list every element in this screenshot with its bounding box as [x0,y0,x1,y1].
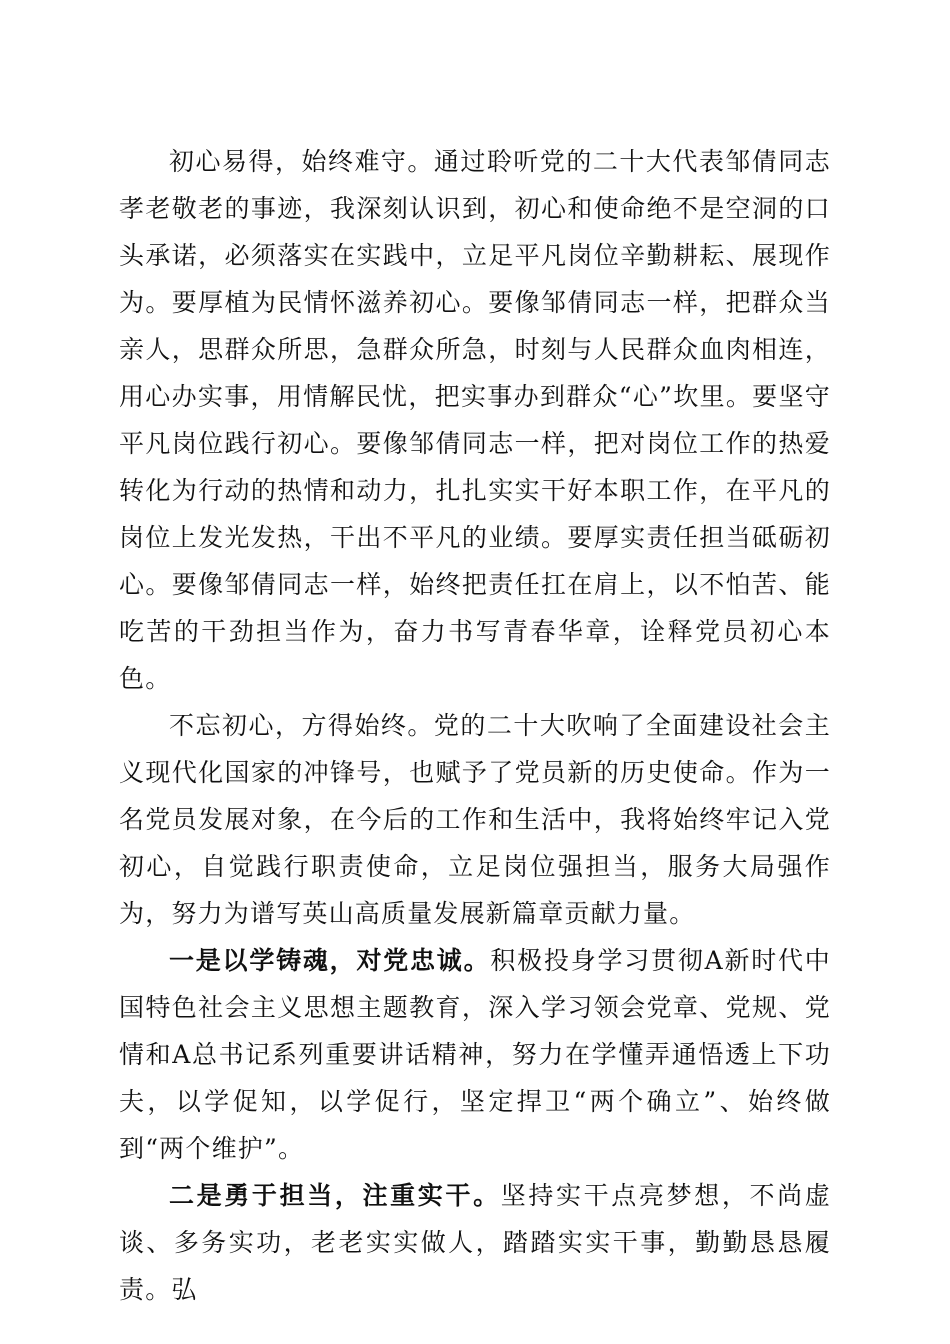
paragraph-2 [119,702,831,937]
document-body [119,138,831,1313]
paragraph-3-lead: 一是以学铸魂，对党忠诚。 [169,946,491,975]
paragraph-2-text: 不忘初心，方得始终。党的二十大吹响了全面建设社会主义现代化国家的冲锋号，也赋予了党员新的历史使命。作为一名党员发展对象，在今后的工作和生活中，我将始终牢记入党初心，自觉践行职责使命，立足岗位强担当，服务大局强作为，努力为谱写英山高质量发展新篇章贡献力量。 [119,711,831,928]
paragraph-3-text: 积极投身学习贯彻A新时代中国特色社会主义思想主题教育，深入学习领会党章、党规、党情和A总书记系列重要讲话精神，努力在学懂弄通悟透上下功夫，以学促知，以学促行，坚定捍卫“两个确立”、始终做到“两个维护”。 [119,946,831,1163]
paragraph-4-lead: 二是勇于担当，注重实干。 [169,1181,501,1210]
paragraph-4 [119,1172,831,1313]
paragraph-1-text: 初心易得，始终难守。通过聆听党的二十大代表邹倩同志孝老敬老的事迹，我深刻认识到，初心和使命绝不是空洞的口头承诺，必须落实在实践中，立足平凡岗位辛勤耕耘、展现作为。要厚植为民情怀滋养初心。要像邹倩同志一样，把群众当亲人，思群众所思，急群众所急，时刻与人民群众血肉相连，用心办实事，用情解民忧，把实事办到群众“心”坎里。要坚守平凡岗位践行初心。要像邹倩同志一样，把对岗位工作的热爱转化为行动的热情和动力，扎扎实实干好本职工作，在平凡的岗位上发光发热，干出不平凡的业绩。要厚实责任担当砥砺初心。要像邹倩同志一样，始终把责任扛在肩上，以不怕苦、能吃苦的干劲担当作为，奋力书写青春华章，诠释党员初心本色。 [119,147,831,693]
paragraph-4-text: 坚持实干点亮梦想，不尚虚谈、多务实功，老老实实做人，踏踏实实干事，勤勤恳恳履责。弘 [119,1181,831,1304]
paragraph-3 [119,937,831,1172]
paragraph-1 [119,138,831,702]
